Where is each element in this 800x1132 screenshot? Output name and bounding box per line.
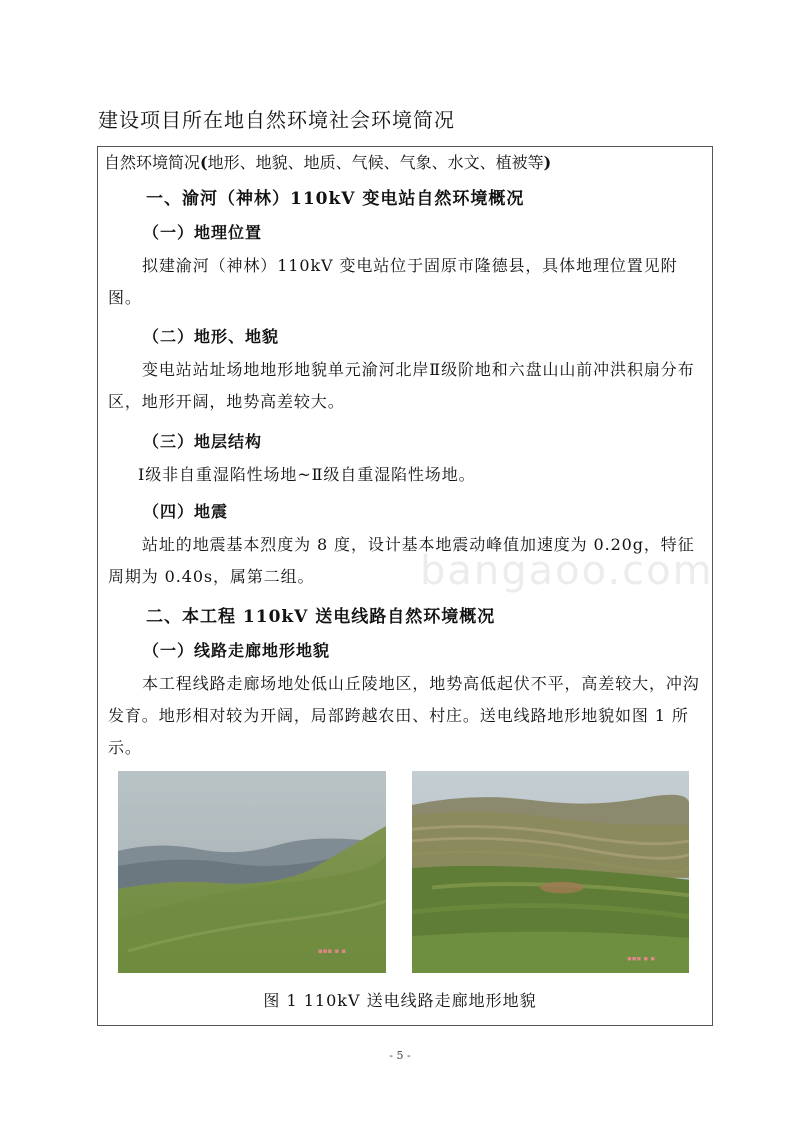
row-label xyxy=(104,150,551,173)
section2-heading: 二、本工程 110kV 送电线路自然环境概况 xyxy=(146,607,496,627)
row-label-close-paren: ) xyxy=(543,153,552,172)
terrain-photo-left xyxy=(118,771,386,973)
section1-sub2-heading: （二）地形、地貌 xyxy=(143,327,280,346)
figure-caption: 图 1 110kV 送电线路走廊地形地貌 xyxy=(263,991,537,1010)
watermark: bangaoo.com xyxy=(420,548,714,594)
section2-sub1-text: 本工程线路走廊场地处低山丘陵地区，地势高低起伏不平，高差较大，冲沟发育。地形相对较为开阔，局部跨越农田、村庄。送电线路地形地貌如图 1 所示。 xyxy=(108,674,700,757)
terrain-photo-right-image xyxy=(412,771,689,973)
terrain-photo-right xyxy=(412,771,689,973)
section1-sub1-heading: （一）地理位置 xyxy=(143,223,263,242)
section1-sub4-heading: （四）地震 xyxy=(143,502,229,521)
section1-sub1-text: 拟建渝河（神林）110kV 变电站位于固原市隆德县，具体地理位置见附图。 xyxy=(108,256,678,307)
row-label-items: 地形、地貌、地质、气候、气象、水文、植被等 xyxy=(207,153,544,172)
photo-date-stamp-left: ▪▪▪ ▪ ▪ xyxy=(318,947,347,955)
terrain-photo-left-image xyxy=(118,771,386,973)
page-number: - 5 - xyxy=(389,1049,411,1062)
section1-sub2-text: 变电站站址场地地形地貌单元渝河北岸Ⅱ级阶地和六盘山山前冲洪积扇分布区，地形开阔，地势高差较大。 xyxy=(108,360,695,411)
section1-sub3-heading: （三）地层结构 xyxy=(143,432,263,451)
photo-date-stamp-right: ▪▪▪ ▪ ▪ xyxy=(627,954,656,963)
section1-sub4-text: 站址的地震基本烈度为 8 度，设计基本地震动峰值加速度为 0.20g，特征周期为 0.40s，属第二组。 xyxy=(108,535,695,586)
document-title: 建设项目所在地自然环境社会环境简况 xyxy=(98,108,455,132)
section1-heading: 一、渝河（神林）110kV 变电站自然环境概况 xyxy=(146,189,525,209)
row-label-open-paren: ( xyxy=(200,153,208,172)
section1-sub3-text: Ⅰ级非自重湿陷性场地~Ⅱ级自重湿陷性场地。 xyxy=(138,465,476,484)
row-label-prefix: 自然环境简况 xyxy=(104,153,201,172)
section2-sub1-heading: （一）线路走廊地形地貌 xyxy=(143,641,331,660)
